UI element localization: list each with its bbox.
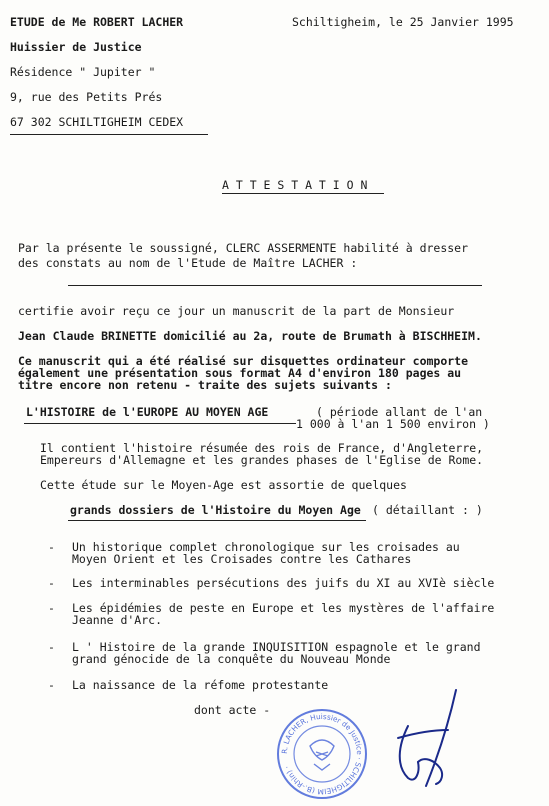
manuscript-line-1: Ce manuscrit qui a été réalisé sur disquettes ordinateur comporte [18, 354, 469, 368]
handwritten-signature [368, 686, 478, 796]
place-date: Schiltigheim, le 25 Janvier 1995 [292, 15, 514, 29]
topic-period-2: 1 000 à l'an 1 500 environ ) [296, 417, 490, 431]
person-line: Jean Claude BRINETTE domicilié au 2a, route de Brumath à BISCHHEIM. [18, 329, 482, 343]
item-dash: - [48, 601, 55, 615]
topic-underline [24, 423, 296, 424]
contents-line-2: Empereurs d'Allemagne et les grandes phases de l'Eglise de Rome. [40, 453, 484, 467]
office-title: Huissier de Justice [10, 40, 142, 54]
intro-line-2: des constats au nom de l'Etude de Maître LACHER : [18, 256, 358, 270]
topic-title: L'HISTOIRE de l'EUROPE AU MOYEN AGE [26, 405, 269, 419]
study-line: Cette étude sur le Moyen-Age est assortie de quelques [40, 478, 407, 492]
street-address: 9, rue des Petits Prés [10, 90, 163, 104]
office-name: ETUDE de Me ROBERT LACHER [10, 15, 184, 29]
item-4-line-1: L ' Histoire de la grande INQUISITION espagnole et le grand [72, 640, 481, 654]
letterhead-rule [10, 134, 208, 135]
closing-text: dont acte - [194, 703, 271, 717]
dossiers-underline [68, 520, 366, 521]
intro-line-1: Par la présente le soussigné, CLERC ASSERMENTE habilité à dresser [18, 241, 469, 255]
certify-line: certifie avoir reçu ce jour un manuscrit de la part de Monsieur [18, 304, 455, 318]
city: 67 302 SCHILTIGHEIM CEDEX [10, 115, 184, 129]
item-dash: - [48, 640, 55, 654]
contents-line-1: Il contient l'histoire résumée des rois de France, d'Angleterre, [40, 441, 484, 455]
stamp-emblem [310, 740, 334, 770]
dossiers-title: grands dossiers de l'Histoire du Moyen Age [70, 503, 361, 517]
item-dash: - [48, 540, 55, 554]
item-1-line-1: Un historique complet chronologique sur les croisades au [72, 540, 460, 554]
item-4-line-2: grand génocide de la conquête du Nouveau Monde [72, 652, 391, 666]
item-2-line-1: Les interminables persécutions des juifs du XI au XVIè siècle [72, 576, 495, 590]
item-3-line-1: Les épidémies de peste en Europe et les mystères de l'affaire [72, 601, 495, 615]
manuscript-line-2: également une présentation sous format A4 d'environ 180 pages au [18, 366, 462, 380]
manuscript-line-3: titre encore non retenu - traite des sujets suivants : [18, 378, 392, 392]
heading-underline [222, 193, 384, 194]
dossiers-suffix: ( détaillant : ) [372, 503, 483, 517]
item-1-line-2: Moyen Orient et les Croisades contre les Cathares [72, 552, 412, 566]
item-3-line-2: Jeanne d'Arc. [72, 613, 163, 627]
topic-period-1: ( période allant de l'an [316, 405, 483, 419]
blank-rule [68, 285, 482, 286]
item-5-line-1: La naissance de la réfome protestante [72, 678, 329, 692]
document-heading: A T T E S T A T I O N [222, 178, 368, 192]
residence: Résidence " Jupiter " [10, 65, 156, 79]
item-dash: - [48, 678, 55, 692]
item-dash: - [48, 576, 55, 590]
stamp-text: R. LACHER, Huissier de Justice · SCHILTIGHEIM (B.-Rhin) · [279, 711, 365, 797]
official-stamp [276, 708, 368, 800]
